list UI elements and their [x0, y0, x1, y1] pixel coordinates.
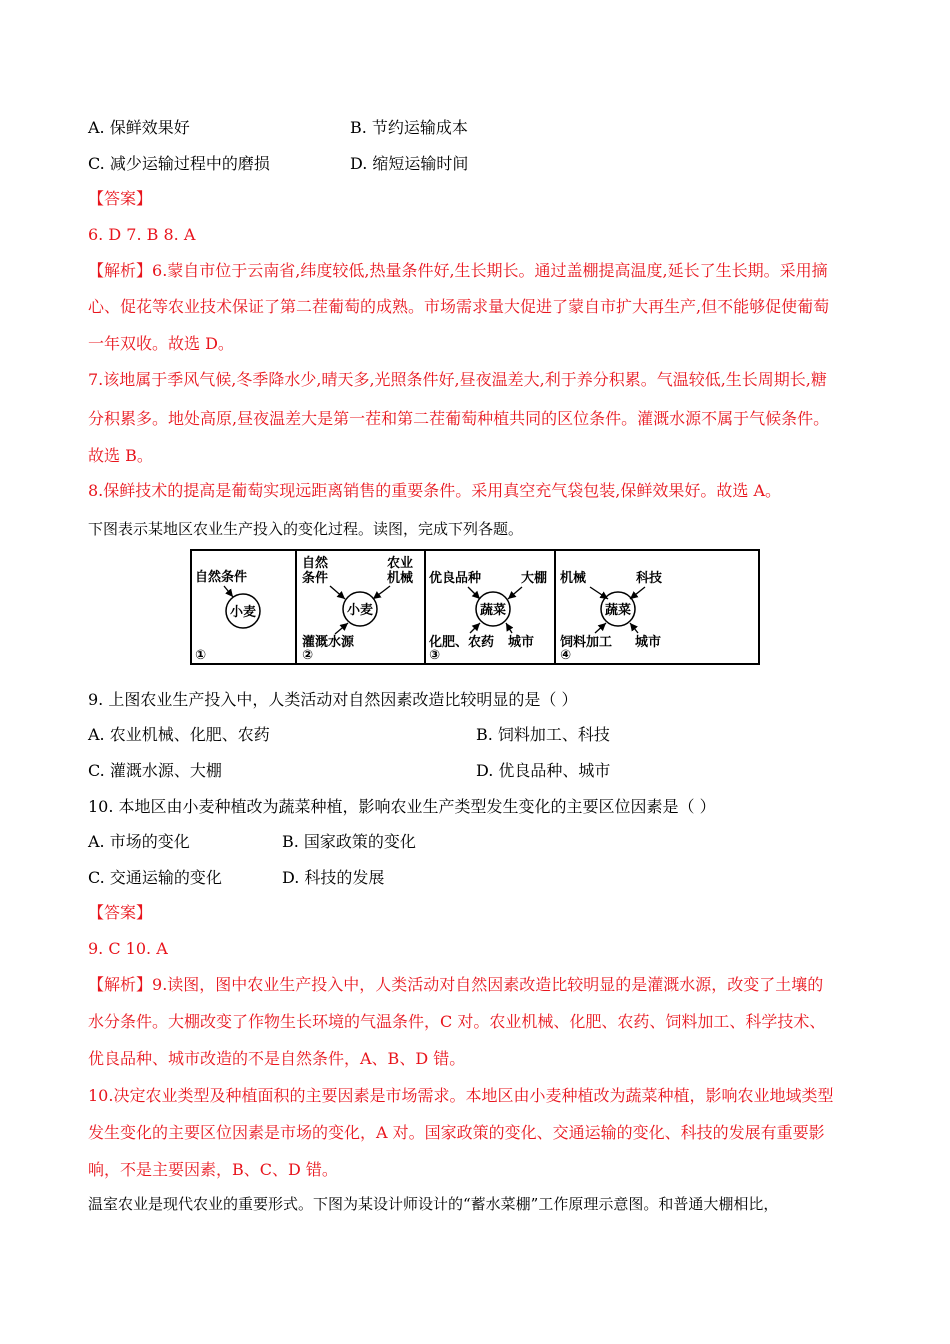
analysis-line [88, 261, 828, 281]
analysis-line [88, 975, 823, 995]
q9-option-b: B. 饲料加工、科技 [476, 725, 610, 744]
panel-number: ③ [429, 648, 441, 663]
center-wheat: 小麦 [229, 605, 257, 620]
label-conditions: 条件 [302, 571, 329, 586]
analysis-text: 发生变化的主要区位因素是市场的变化，A 对。国家政策的变化、交通运输的变化、科技的发展有重要影 [88, 1123, 825, 1142]
answer-label: 【答案】 [88, 189, 153, 208]
answer-label: 【答案】 [88, 903, 153, 922]
q10-stem: 10. 本地区由小麦种植改为蔬菜种植，影响农业生产类型发生变化的主要区位因素是（ ） [88, 797, 716, 816]
label-natural-conditions: 自然条件 [195, 570, 248, 585]
agriculture-input-diagram [190, 549, 760, 667]
option-a: A. 保鲜效果好 [88, 118, 190, 137]
analysis-text: 响，不是主要因素，B、C、D 错。 [88, 1160, 338, 1179]
label-city: 城市 [508, 635, 535, 650]
analysis-text: 6.蒙自市位于云南省,纬度较低,热量条件好,生长期长。通过盖棚提高温度,延长了生长期。采用摘 [152, 261, 828, 280]
q9-option-a: A. 农业机械、化肥、农药 [88, 725, 270, 744]
q10-option-d: D. 科技的发展 [282, 868, 385, 887]
question-intro: 下图表示某地区农业生产投入的变化过程。读图，完成下列各题。 [88, 520, 524, 538]
center-vegetable: 蔬菜 [604, 603, 632, 618]
analysis-text: 优良品种、城市改造的不是自然条件，A、B、D 错。 [88, 1049, 466, 1068]
q10-option-c: C. 交通运输的变化 [88, 868, 222, 887]
analysis-text: 水分条件。大棚改变了作物生长环境的气温条件，C 对。农业机械、化肥、农药、饲料加工、科学技术、 [88, 1012, 826, 1031]
label-machinery: 机械 [560, 571, 587, 586]
label-natural: 自然 [302, 556, 329, 571]
analysis-label: 【解析】 [88, 261, 153, 280]
q10-option-a: A. 市场的变化 [88, 832, 190, 851]
analysis-text: 8.保鲜技术的提高是葡萄实现远距离销售的重要条件。采用真空充气袋包装,保鲜效果好。故选 A。 [88, 481, 781, 500]
label-greenhouse: 大棚 [521, 571, 548, 586]
center-vegetable: 蔬菜 [479, 603, 507, 618]
label-irrigation: 灌溉水源 [302, 635, 355, 650]
q10-option-b: B. 国家政策的变化 [282, 832, 416, 851]
center-wheat: 小麦 [346, 603, 374, 618]
analysis-text: 7.该地属于季风气候,冬季降水少,晴天多,光照条件好,昼夜温差大,利于养分积累。气温较低,生长周期长,糖 [88, 370, 827, 389]
analysis-text: 故选 B。 [88, 446, 153, 465]
question-intro: 温室农业是现代农业的重要形式。下图为某设计师设计的“蓄水菜棚”工作原理示意图。和普通大棚相比， [88, 1195, 779, 1213]
option-d: D. 缩短运输时间 [350, 154, 469, 173]
analysis-label: 【解析】 [88, 975, 153, 994]
option-b: B. 节约运输成本 [350, 118, 468, 137]
label-agri: 农业 [387, 556, 414, 571]
q9-option-c: C. 灌溉水源、大棚 [88, 761, 222, 780]
label-feed-processing: 饲料加工 [560, 635, 613, 650]
label-technology: 科技 [636, 571, 663, 586]
answer-values: 6. D 7. B 8. A [88, 225, 196, 244]
answer-values: 9. C 10. A [88, 939, 168, 958]
panel-number: ① [195, 648, 207, 663]
analysis-text: 心、促花等农业技术保证了第二茬葡萄的成熟。市场需求量大促进了蒙自市扩大再生产,但不能够促使葡萄 [88, 297, 830, 316]
panel-number: ② [302, 648, 314, 663]
label-fertilizer: 化肥、农药 [429, 635, 495, 650]
label-seeds: 优良品种 [429, 571, 482, 586]
analysis-text: 10.决定农业类型及种植面积的主要因素是市场需求。本地区由小麦种植改为蔬菜种植，影响农业地域类型 [88, 1086, 834, 1105]
q9-stem: 9. 上图农业生产投入中，人类活动对自然因素改造比较明显的是（ ） [88, 690, 578, 709]
panel-number: ④ [560, 648, 572, 663]
label-city: 城市 [635, 635, 662, 650]
label-machinery: 机械 [387, 571, 414, 586]
option-c: C. 减少运输过程中的磨损 [88, 154, 270, 173]
analysis-text: 一年双收。故选 D。 [88, 334, 234, 353]
q9-option-d: D. 优良品种、城市 [476, 761, 611, 780]
analysis-text: 分积累多。地处高原,昼夜温差大是第一茬和第二茬葡萄种植共同的区位条件。灌溉水源不属于气候条件。 [88, 409, 830, 428]
analysis-text: 9.读图，图中农业生产投入中，人类活动对自然因素改造比较明显的是灌溉水源，改变了土壤的 [152, 975, 824, 994]
